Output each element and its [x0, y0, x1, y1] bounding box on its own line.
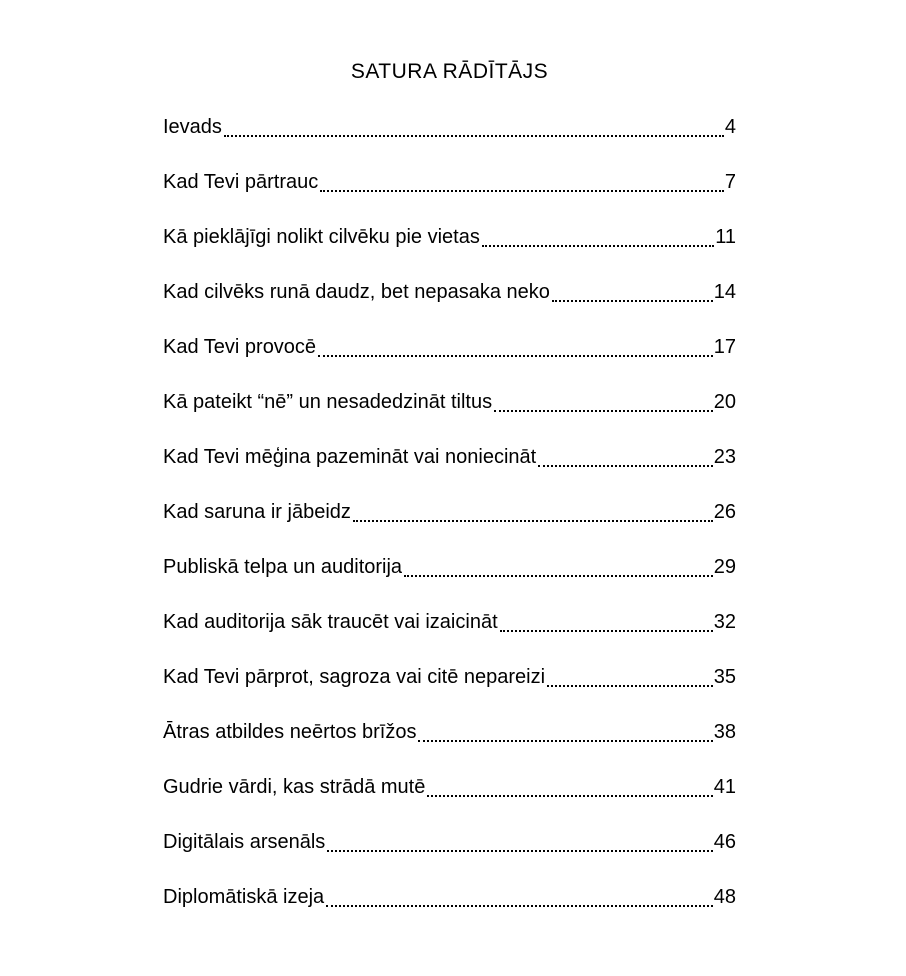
- toc-entry-page: 4: [724, 116, 736, 138]
- toc-row: [163, 760, 736, 815]
- toc-row: [163, 375, 736, 430]
- toc-row: [163, 815, 736, 870]
- toc-row: [163, 430, 736, 485]
- toc-entry-title: Kā pieklājīgi nolikt cilvēku pie vietas: [163, 226, 480, 248]
- toc-row: [163, 705, 736, 760]
- toc-entry-page: 46: [713, 831, 736, 853]
- dot-leader: [494, 410, 713, 412]
- dot-leader: [326, 905, 713, 907]
- toc-entry-page: 41: [713, 776, 736, 798]
- toc-entry-page: 29: [713, 556, 736, 578]
- toc-entry-title: Kad Tevi pārtrauc: [163, 171, 319, 193]
- dot-leader: [224, 135, 724, 137]
- toc-entry-page: 48: [713, 886, 736, 908]
- toc-entry-title: Kad Tevi provocē: [163, 336, 317, 358]
- toc-entry-page: 38: [713, 721, 736, 743]
- toc-row: [163, 265, 736, 320]
- dot-leader: [482, 245, 714, 247]
- toc-entry-title: Kad Tevi pārprot, sagroza vai citē nepareizi: [163, 666, 546, 688]
- dot-leader: [552, 300, 713, 302]
- toc-list: [163, 100, 736, 925]
- dot-leader: [404, 575, 713, 577]
- toc-row: [163, 320, 736, 375]
- toc-entry-title: Kad cilvēks runā daudz, bet nepasaka neko: [163, 281, 550, 303]
- dot-leader: [547, 685, 713, 687]
- toc-entry-page: 11: [715, 226, 736, 248]
- toc-entry-title: Ātras atbildes neērtos brīžos: [163, 721, 417, 743]
- toc-entry-page: 32: [713, 611, 736, 633]
- dot-leader: [320, 190, 724, 192]
- toc-entry-title: Kad auditorija sāk traucēt vai izaicināt: [163, 611, 498, 633]
- toc-row: [163, 650, 736, 705]
- toc-entry-page: 23: [713, 446, 736, 468]
- toc-entry-page: 17: [713, 336, 736, 358]
- toc-entry-title: Digitālais arsenāls: [163, 831, 326, 853]
- dot-leader: [538, 465, 713, 467]
- toc-row: [163, 100, 736, 155]
- dot-leader: [318, 355, 713, 357]
- toc-entry-page: 14: [713, 281, 736, 303]
- dot-leader: [418, 740, 712, 742]
- dot-leader: [327, 850, 712, 852]
- toc-row: [163, 595, 736, 650]
- toc-entry-title: Publiskā telpa un auditorija: [163, 556, 403, 578]
- toc-entry-title: Kad Tevi mēģina pazemināt vai noniecināt: [163, 446, 537, 468]
- toc-entry-title: Kā pateikt “nē” un nesadedzināt tiltus: [163, 391, 493, 413]
- page-title: SATURA RĀDĪTĀJS: [350, 60, 549, 83]
- toc-row: [163, 540, 736, 595]
- toc-entry-title: Gudrie vārdi, kas strādā mutē: [163, 776, 426, 798]
- toc-entry-page: 7: [724, 171, 736, 193]
- toc-row: [163, 155, 736, 210]
- dot-leader: [353, 520, 713, 522]
- dot-leader: [500, 630, 713, 632]
- toc-entry-title: Diplomātiskā izeja: [163, 886, 325, 908]
- toc-entry-page: 26: [713, 501, 736, 523]
- toc-entry-title: Ievads: [163, 116, 222, 138]
- toc-entry-page: 20: [713, 391, 736, 413]
- toc-entry-title: Kad saruna ir jābeidz: [163, 501, 351, 523]
- toc-row: [163, 485, 736, 540]
- toc-row: [163, 210, 736, 265]
- toc-entry-page: 35: [713, 666, 736, 688]
- dot-leader: [427, 795, 712, 797]
- toc-row: [163, 870, 736, 925]
